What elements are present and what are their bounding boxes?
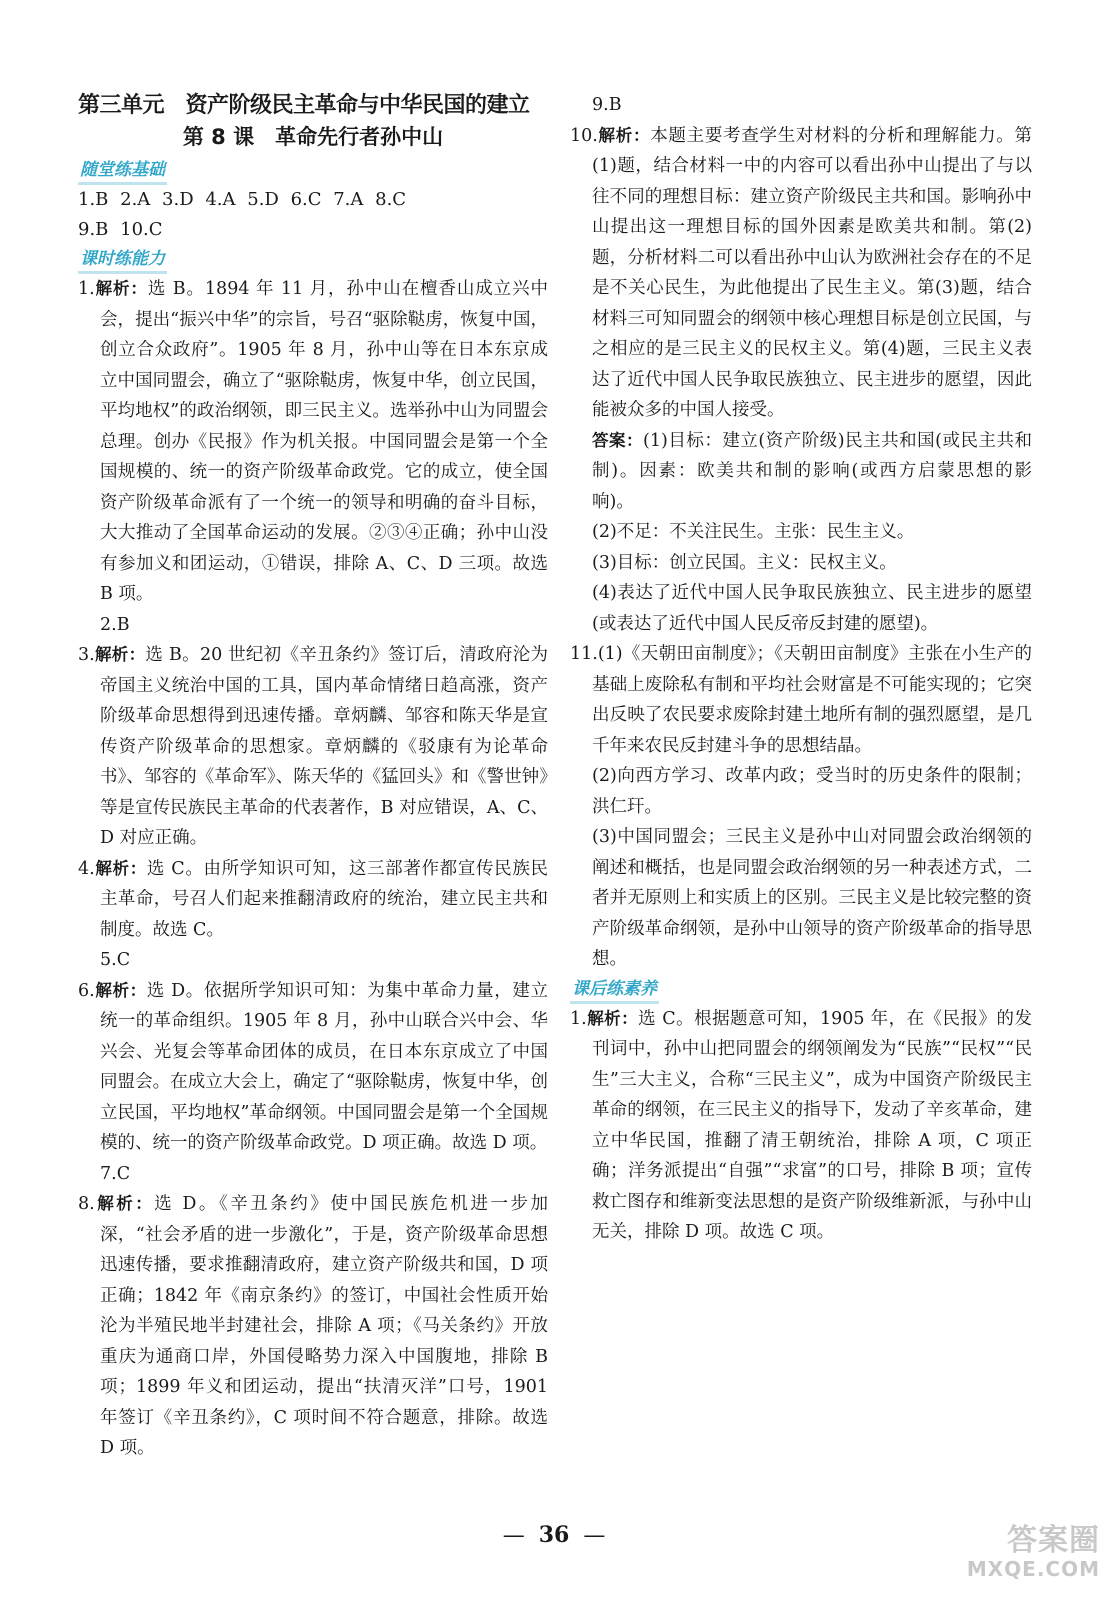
answer-part: (2)向西方学习、改革内政；受当时的历史条件的限制；洪仁玕。: [592, 766, 1032, 817]
unit-title: 第三单元 资产阶级民主革命与中华民国的建立: [78, 93, 530, 118]
answer-item: 7.C: [100, 1163, 131, 1184]
answer-part: (3)目标：创立民国。主义：民权主义。: [592, 552, 897, 573]
answer-part: [570, 426, 1032, 518]
page-number: [0, 1520, 1108, 1551]
analysis-label: 解析：: [94, 858, 147, 878]
answer-label: 答案：: [592, 430, 644, 450]
page-dash-right: —: [583, 1523, 606, 1548]
section-header-after-class: 课后练素养: [570, 977, 659, 1004]
answer-item: [78, 976, 548, 1159]
analysis-label: 解析：: [597, 125, 651, 145]
basics-answers-line-1: 1.B 2.A 3.D 4.A 5.D 6.C 7.A 8.C: [78, 189, 407, 210]
left-column: [78, 90, 548, 1464]
answer-text: (1)《天朝田亩制度》；《天朝田亩制度》主张在小生产的基础上废除私有制和平均社会财富是不可能实现的；它突出反映了农民要求废除封建土地所有制的强烈愿望，是几千年来农民反封建斗争的思想结晶。: [592, 644, 1032, 756]
analysis-text: 选 B。1894 年 11 月，孙中山在檀香山成立兴中会，提出“振兴中华”的宗旨，号召“驱除鞑虏，恢复中国，创立合众政府”。1905 年 8 月，孙中山等在日本东京成立中国同盟会，确立了“驱除鞑虏，恢复中华，创立民国，平均地权”的政治纲领，即三民主义。选举孙中山为同盟会总理。创办《民报》作为机关报。中国同盟会是第一个全国规模的、统一的资产阶级革命政党。它的成立，使全国资产阶级革命派有了一个统一的领导和明确的奋斗目标，大大推动了全国革命运动的发展。②③④正确；孙中山没有参加义和团运动，①错误，排除 A、C、D 三项。故选 B 项。: [100, 279, 549, 604]
basics-answers-line-2: 9.B 10.C: [78, 219, 163, 240]
item-number: 4.: [78, 858, 95, 879]
answer-item: 9.B: [592, 95, 622, 115]
watermark-url: MXQE.COM: [966, 1557, 1100, 1581]
answer-item: [78, 1189, 548, 1464]
item-number: 8.: [78, 1194, 95, 1214]
analysis-text: 选 C。根据题意可知，1905 年，在《民报》的发刊词中，孙中山把同盟会的纲领阐发为“民族”“民权”“民生”三大主义，合称“三民主义”，成为中国资产阶级民主革命的纲领，在三民主义的指导下，发动了辛亥革命，建立中华民国，推翻了清王朝统治，排除 A 项，C 项正确；洋务派提出“自强”“求富”的口号，排除 B 项；宣传救亡图存和维新变法思想的是资产阶级维新派，与孙中山无关，排除 D 项。故选 C 项。: [592, 1008, 1033, 1242]
item-number: 3.: [78, 645, 95, 665]
answer-item: [78, 274, 548, 610]
analysis-text: 本题主要考查学生对材料的分析和理解能力。第(1)题，结合材料一中的内容可以看出孙中山提出了与以往不同的理想目标：建立资产阶级民主共和国。影响孙中山提出这一理想目标的国外因素是欧美共和制。第(2)题，分析材料二可以看出孙中山认为欧洲社会存在的不足是不关心民生，为此他提出了民生主义。第(3)题，结合材料三可知同盟会的纲领中核心理想目标是创立民国，与之相应的是三民主义的民权主义。第(4)题，三民主义表达了近代中国人民争取民族独立、民主进步的愿望，因此能被众多的中国人接受。: [592, 125, 1032, 420]
answer-item: 2.B: [100, 614, 130, 635]
analysis-text: 选 C。由所学知识可知，这三部著作都宣传民族民主革命，号召人们起来推翻清政府的统治，建立民主共和制度。故选 C。: [100, 858, 549, 940]
page-number-value: 36: [538, 1522, 570, 1548]
answer-part: (2)不足：不关注民生。主张：民生主义。: [592, 522, 915, 542]
analysis-text: 选 D。依据所学知识可知：为集中革命力量，建立统一的革命组织。1905 年 8 月，孙中山联合兴中会、华兴会、光复会等革命团体的成员，在日本东京成立了中国同盟会。在成立大会上，确定了“驱除鞑虏，恢复中华，创立民国，平均地权”革命纲领。中国同盟会是第一个全国规模的、统一的资产阶级革命政党。D 项正确。故选 D 项。: [100, 980, 549, 1153]
section-header-basics: 随堂练基础: [78, 158, 167, 185]
watermark-text: 答案圈: [1007, 1523, 1100, 1558]
answer-part: (3)中国同盟会；三民主义是孙中山对同盟会政治纲领的阐述和概括，也是同盟会政治纲领的另一种表述方式，二者并无原则上和实质上的区别。三民主义是比较完整的资产阶级革命纲领，是孙中山领导的资产阶级革命的指导思想。: [592, 827, 1032, 969]
item-number: 11.: [570, 644, 598, 664]
lesson-title: 第 8 课 革命先行者孙中山: [182, 125, 444, 149]
item-number: 10.: [570, 125, 598, 146]
answer-item: [570, 1004, 1032, 1248]
analysis-label: 解析：: [94, 1194, 155, 1213]
answer-part: (4)表达了近代中国人民争取民族独立、民主进步的愿望(或表达了近代中国人民反帝反封建的愿望)。: [592, 583, 1032, 634]
answer-item: [78, 640, 548, 854]
analysis-label: 解析：: [94, 980, 147, 1000]
analysis-label: 解析：: [586, 1008, 639, 1028]
answer-item: [570, 121, 1032, 426]
answer-item: [78, 854, 548, 946]
analysis-label: 解析：: [94, 645, 146, 664]
right-column: [570, 90, 1032, 1248]
item-number: 1.: [78, 279, 95, 299]
item-number: 6.: [78, 980, 95, 1001]
item-number: 1.: [570, 1008, 587, 1029]
analysis-text: 选 B。20 世纪初《辛丑条约》签订后，清政府沦为帝国主义统治中国的工具，国内革命情绪日趋高涨，资产阶级革命思想得到迅速传播。章炳麟、邹容和陈天华是宣传资产阶级革命的思想家。章炳麟的《驳康有为论革命书》、邹容的《革命军》、陈天华的《猛回头》和《警世钟》等是宣传民族民主革命的代表著作，B 对应错误，A、C、D 对应正确。: [100, 645, 548, 848]
analysis-label: 解析：: [94, 279, 148, 298]
answer-item: [570, 639, 1032, 761]
analysis-text: 选 D。《辛丑条约》使中国民族危机进一步加深，“社会矛盾的进一步激化”，于是，资产阶级革命思想迅速传播，要求推翻清政府，建立资产阶级共和国，D 项正确；1842 年《南京条约》的签订，中国社会性质开始沦为半殖民地半封建社会，排除 A 项；《马关条约》开放重庆为通商口岸，外国侵略势力深入中国腹地，排除 B 项；1899 年义和团运动，提出“扶清灭洋”口号，1901 年签订《辛丑条约》，C 项时间不符合题意，排除。故选 D 项。: [100, 1194, 549, 1458]
answer-item: 5.C: [100, 950, 131, 970]
page-dash-left: —: [502, 1523, 525, 1548]
watermark-logo: [950, 1524, 1100, 1586]
section-header-ability: 课时练能力: [78, 247, 167, 274]
answer-text: (1)目标：建立(资产阶级)民主共和国(或民主共和制)。因素：欧美共和制的影响(或西方启蒙思想的影响)。: [592, 430, 1032, 512]
